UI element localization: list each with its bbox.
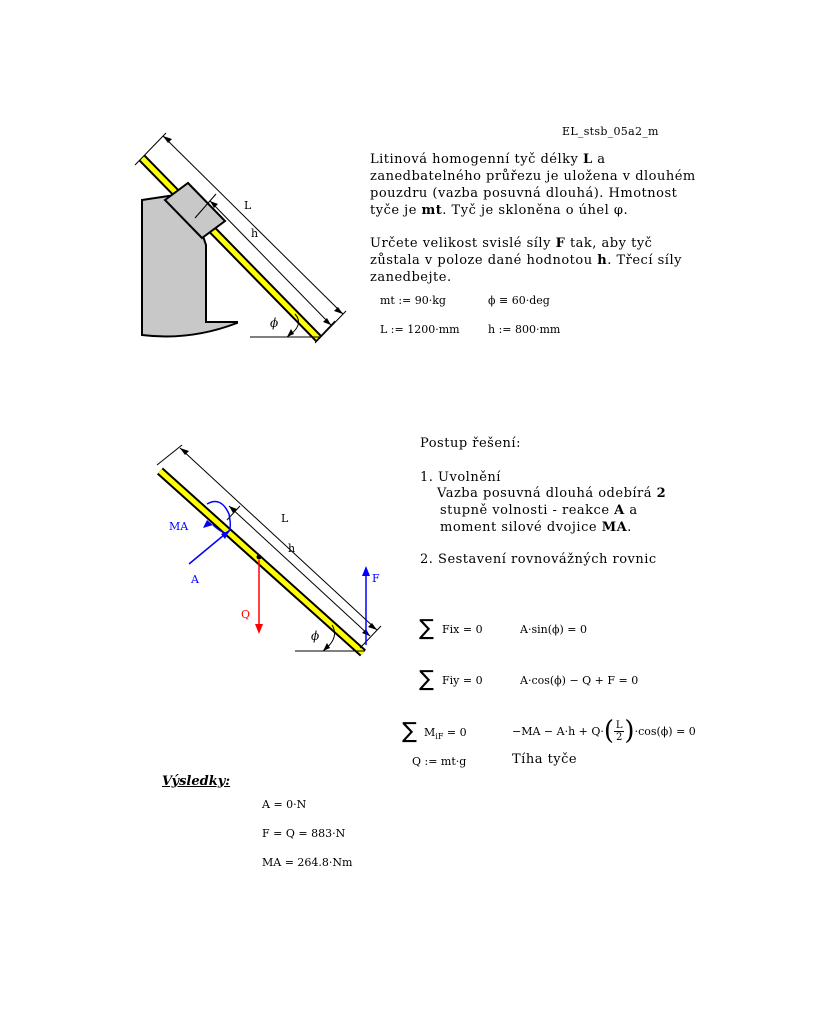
eq-sum-fix: Fix = 0: [442, 623, 483, 636]
result-MA: MA = 264.8·Nm: [262, 856, 353, 869]
problem-paragraph-2: Určete velikost svislé síly F tak, aby tyč zůstala v poloze dané hodnotou h. Třecí síly zanedbejte.: [370, 236, 682, 285]
eq-fiy: A·cos(ϕ) − Q + F = 0: [520, 674, 639, 687]
q-definition: Q := mt·g: [412, 755, 467, 768]
problem-paragraph-1: Litinová homogenní tyč délky L a zanedbatelného průřezu je uložena v dlouhém pouzdru (vazba posuvná dlouhá). Hmotnost tyče je mt. Tyč je skloněna o úhel φ.: [370, 152, 696, 218]
result-A: A = 0·N: [262, 798, 307, 811]
results-title: Výsledky:: [162, 774, 231, 789]
given-phi: ϕ ≡ 60·deg: [488, 294, 550, 307]
label-h: h: [251, 227, 259, 240]
result-F: F = Q = 883·N: [262, 827, 346, 840]
label-F: F: [372, 572, 380, 585]
step-2-title: 2. Sestavení rovnovážných rovnic: [420, 552, 657, 567]
document-id: EL_stsb_05a2_m: [562, 125, 659, 138]
given-h: h := 800·mm: [488, 323, 561, 336]
figure-free-body: [155, 440, 385, 665]
label-Q: Q: [241, 608, 251, 621]
label-A: A: [191, 573, 199, 586]
label-MA: MA: [169, 520, 189, 533]
solution-title: Postup řešení:: [420, 436, 521, 451]
sum-icon: ∑: [402, 719, 417, 744]
label-L: L: [244, 199, 252, 212]
eq-moment: −MA − A·h + Q· ( L 2 ) ·cos(ϕ) = 0: [512, 716, 696, 746]
dimension-h: [210, 201, 331, 325]
step-1-title: 1. Uvolnění: [420, 470, 501, 485]
eq-sum-fiy: Fiy = 0: [442, 674, 483, 687]
figure-rod-sleeve: [130, 125, 365, 350]
given-mt: mt := 90·kg: [380, 294, 446, 307]
step-1-line-1: Vazba posuvná dlouhá odebírá 2: [437, 486, 667, 501]
given-L: L := 1200·mm: [380, 323, 460, 336]
sum-icon: ∑: [419, 616, 434, 641]
label-h: h: [288, 542, 296, 555]
step-1-line-3: moment silové dvojice MA.: [440, 520, 632, 535]
eq-sum-m: $M_{iF} = 0$: [424, 726, 467, 742]
label-phi: ϕ: [270, 316, 279, 330]
label-L: L: [281, 512, 289, 525]
q-description: Tíha tyče: [512, 752, 578, 767]
label-phi: ϕ: [311, 629, 320, 643]
step-1-line-2: stupně volnosti - reakce A a: [440, 503, 638, 518]
eq-fix: A·sin(ϕ) = 0: [520, 623, 587, 636]
sum-icon: ∑: [419, 667, 434, 692]
